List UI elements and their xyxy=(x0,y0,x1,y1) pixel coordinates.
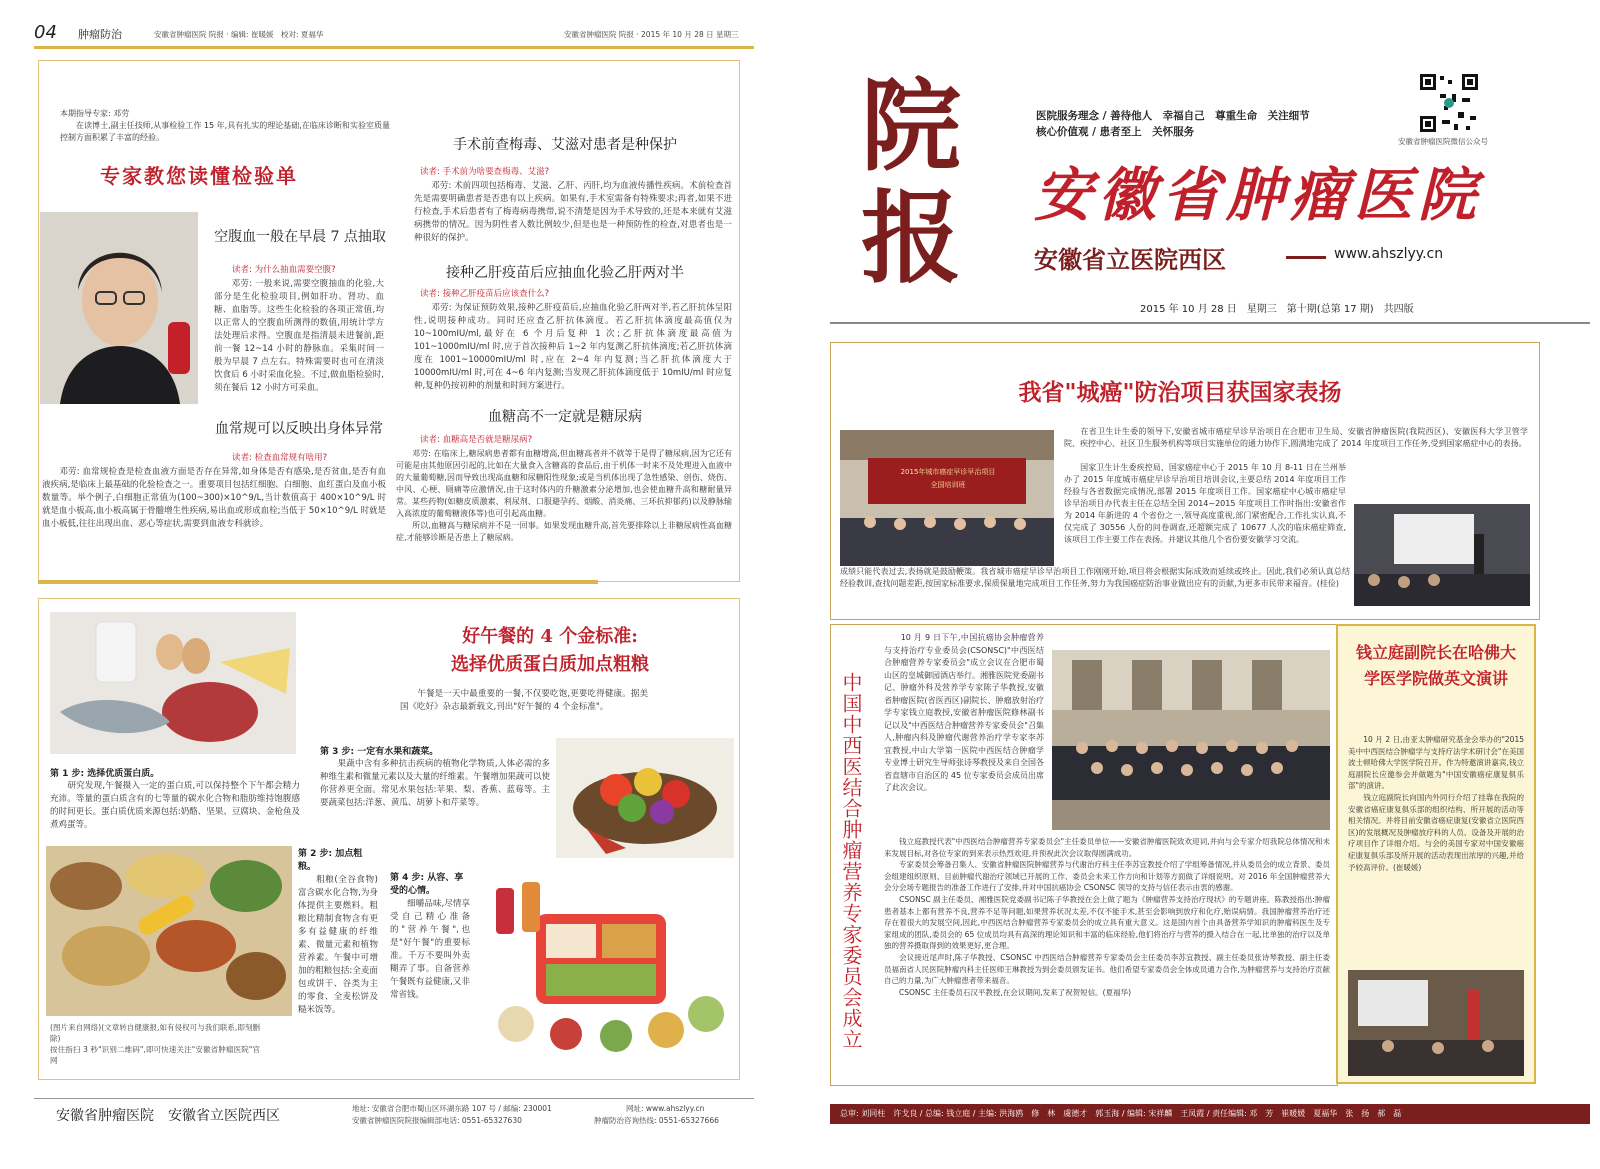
qr-svg xyxy=(1418,72,1480,134)
food-photo-lunch xyxy=(476,874,732,1062)
grains-svg xyxy=(46,846,292,1016)
conference-photo xyxy=(840,430,1054,566)
hospital-sub: 安徽省立医院西区 xyxy=(1034,246,1226,274)
step2-text: 粗粮(全谷食物)富含碳水化合物,为身体提供主要燃料。粗粮比精制食物含有更多有益健康的纤维素、微量元素和植物营养素。午餐中可增加的粗粮包括:全麦面包或饼干、谷类为主的零食、全麦松饼及糙米饭等。 xyxy=(298,875,378,1015)
s2-answer: 邓劳: 血常规检查是检查血液方面是否存在异常,如身体是否有感染,是否贫血,是否有血液疾病,是临床上最基础的化验检查之一。重要项目包括红细胞、白细胞、血红蛋白及血小板数量等。举个例子,白细胞正常值为(100~300)×10^9/L,当计数值高于 400×10^9/L 时就是血小板高,血小板高属于骨髓增生性疾病,易出血或形成血栓;当低于 50×10^9/L 时就是血小板低,往往出现出血、恶心等症状,需要到血液专科就诊。 xyxy=(42,467,386,529)
header-date: 安徽省肿瘤医院 院报 · 2015 年 10 月 28 日 星期三 xyxy=(564,30,739,39)
s1-answer: 邓劳: 一般来说,需要空腹抽血的化验,大部分是生化检验项目,例如肝功、肾功、血糖、血脂等。这些生化检验的各项正常值,均以正常人的空腹血所测得的数值,用统计学方法处理后求得。空腹血是指清晨未进餐前,距前一餐 12~14 小时的静脉血。采集时间一般为早晨 7 点左右。特殊需要时也可在清淡饮食后 6 小时采血化验。不过,做血脂检验时,须在餐后 12 小时方可采血。 xyxy=(214,279,384,393)
article2-title-1: 好午餐的 4 个金标准: xyxy=(462,626,638,647)
step4-title: 第 4 步: 从容、享受的心情。 xyxy=(390,873,464,896)
news1-p1: 在省卫生计生委的领导下,安徽省城市癌症早诊早治项目在合肥市卫生局、安徽省肿瘤医院(我院西区)、安徽医科大学卫管学院、疾控中心、社区卫生服务机构等项目实施单位的通力协作下,圆满地完成了 2014 年度项目工作任务,受到国家癌症中心的表扬。 xyxy=(1064,427,1528,448)
expert-photo-svg xyxy=(40,212,198,404)
vertical-title-text: 中国中西医结合肿瘤营养专家委员会成立 xyxy=(839,672,863,1050)
news2-p2: 钱立庭教授代表"中西医结合肿瘤营养专家委员会"主任委员单位——安徽省肿瘤医院致欢迎词,并向与会专家介绍我院总体情况和未来发展目标,对各位专家的到来表示热烈欢迎,并预祝此次会议取得圆满成功。 专家委员会筹备召集人、安徽省肿瘤医院肿瘤营养与代谢治疗科主任李苏宜教授介绍了学组筹备情况,并从委员会的成立背景、委员会组建组织原则、目前肿瘤代谢治疗领域已开展的工作、委员会未来工作方向和计划等方面做了详细说明。对 2016 年全国肿瘤营养大会分会场专题报告的准备工作进行了安排,并对中国抗癌协会 CSONSC 领导的支持与信任表示由衷的感谢。 CSONSC 副主任委员、湘雅医院党委副书记陈子华教授在会上做了题为《肿瘤营养支持治疗现状》的专题讲座。陈教授指出:肿瘤患者基本上都有营养不良,营养不足等问题,如果营养状况太差,不仅不能手术,甚至会影响到放疗和化疗,贻误病情。我国肿瘤营养治疗还存在着很大的发展空间,因此,中西医结合肿瘤营养专家委员会的成立具有重大意义。这是国内首个由具备营养学知识的肿瘤科医生及专家组成的团队,委员会的 65 位成员均具有高深的理论知识和丰富的临床经验,他们将治疗与营养的摄入结合在一起,比单独的治疗以及单独的营养摄取得到的效果更好,更合理。 会议接近尾声时,陈子华教授、CSONSC 中西医结合肿瘤营养专家委员会主任委员李苏宜教授、副主任委员张诗琴教授、副主任委员福南省人民医院肿瘤内科主任医师王琳教授为到会委员颁发证书。他们希望专家委员会全体成员通力合作,为肿瘤营养与支持治疗贡献自己的力量,为广大肿瘤患者带来福音。 CSONSC 主任委员石汉平教授,在会议期间,发来了祝贺短信。(夏福华) xyxy=(884,837,1330,997)
food-photo-protein xyxy=(50,612,296,754)
website-rule xyxy=(1286,256,1326,259)
s3-title: 手术前查梅毒、艾滋对患者是种保护 xyxy=(453,137,677,153)
step1-title: 第 1 步: 选择优质蛋白质。 xyxy=(50,769,160,779)
protein-food-svg xyxy=(50,612,296,754)
left-header xyxy=(34,20,754,49)
news1-p2: 国家卫生计生委疾控局、国家癌症中心于 2015 年 10 月 8-11 日在兰州举办了 2015 年度城市癌症早诊早治项目培训会议,主要总结 2014 年度项目工作经验与各省数据完成情况,部署 2015 年度项目工作。国家癌症中心城市癌症早诊早治项目办代表主任在总结全国 2014~2015 年度项目工作时指出:安徽省作为 2014 年新进的 4 个省份之一,领导高度重视,部门紧密配合,工作扎实认真,不仅完成了 30556 人份的问卷调查,还超额完成了 10677 人次的临床癌症筛查,该项目工作主要工作在表扬。并建议其他几个省份要安徽学习交流。 xyxy=(1064,463,1346,544)
step2-title: 第 2 步: 加点粗粮。 xyxy=(298,849,363,872)
section-divider xyxy=(38,580,598,584)
page-number: 04 xyxy=(34,22,57,43)
harvard-photo xyxy=(1348,970,1524,1076)
issue-info: 2015 年 10 月 28 日 星期三 第十期(总第 17 期) 共四版 xyxy=(1140,304,1414,315)
step3-title: 第 3 步: 一定有水果和蔬菜。 xyxy=(320,747,439,757)
group-photo-svg xyxy=(1052,650,1330,830)
qr-caption: 安徽省肿瘤医院微信公众号 xyxy=(1398,137,1488,146)
header-info: 安徽省肿瘤医院 院报 · 编辑: 崔暖媛 校对: 夏福华 xyxy=(154,30,324,39)
s4-answer: 邓劳: 为保证预防效果,接种乙肝疫苗后,应抽血化验乙肝两对半,若乙肝抗体呈阳性,说明接种成功。同时还应查乙肝抗体滴度。若乙肝抗体滴度最高值仅为 10~100mIU/ml,最好在 6 个月后复种 1 次;乙肝抗体滴度最高值为 101~1000mIU/ml 时,应于首次接种后 1~2 年内复测乙肝抗体滴度;若乙肝抗体滴度在 1001~10000mIU/ml 时,应在 2~4 年内复测;当乙肝抗体滴度大于 10000mIU/ml 时,可在 4~6 年内复测;当发现乙肝抗体滴度低于 10mIU/ml 时应复种,复种仍按初种的剂量和时间方案进行。 xyxy=(414,303,732,391)
footer-hotline: 肿瘤防治咨询热线: 0551-65327666 xyxy=(594,1116,719,1125)
conference-svg xyxy=(840,430,1054,566)
footer-web: 网址: www.ahszlyy.cn xyxy=(626,1104,705,1113)
website[interactable]: www.ahszlyy.cn xyxy=(1334,246,1444,262)
s5-answer: 邓劳: 在临床上,糖尿病患者都有血糖增高,但血糖高者并不就等于是得了糖尿病,因为它还有可能是由其他原因引起的,比如在大量食入含糖高的食品后,由于机体一时来不及处理进入血液中的大量葡萄糖,因而导致出现高血糖和尿糖阳性现象;或是当机体出现了急性感染、创伤、烧伤、中风、心梗、厕痛等应激情况,由于这时体内的升糖激素分泌增加,也会使血糖升高和糖耐量异常。某些药物(如糖皮质激素、利尿剂、口服避孕药、烟酸、消炎痛、三环抗抑郁药)以及静脉输入高浓度的葡萄糖液体等)也可引起高血糖。 所以,血糖高与糖尿病并不是一回事。如果发现血糖升高,首先要排除以上非糖尿病性高血糖症,才能够诊断是否患上了糖尿病。 xyxy=(396,449,732,542)
expert-photo xyxy=(40,212,198,404)
step3-text: 果蔬中含有多种抗击疾病的植物化学物质,人体必需的多种维生素和微量元素以及大量的纤维素。午餐增加果蔬可以使你营养更全面。常见水果包括:苹果、梨、香蕉、蓝莓等。主要蔬菜包括:洋葱、黄瓜、胡萝卜和芹菜等。 xyxy=(320,759,550,808)
section-name: 肿瘤防治 xyxy=(78,28,122,41)
left-footer xyxy=(34,1098,754,1129)
sidebar-text: 10 月 2 日,由亚太肿瘤研究基金会举办的"2015 美中中西医结合肿瘤学与支持疗法学术研讨会"在美国波士顿哈佛大学医学院召开。作为特邀演讲嘉宾,钱立庭副院长应邀参会并做题为"中国安徽癌症康复俱乐部"的演讲。 钱立庭副院长向国内外同行介绍了挂靠在我院的安徽省癌症康复俱乐部的组织结构、所开展的活动等相关情况。并将目前安徽省癌症康复(安徽省立医院西区)的发展概况及肿瘤放疗科的人员、设备及开展的治疗项目作了详细介绍。与会的美国专家对中国安徽癌症康复俱乐部及所开展的活动表现出浓厚的兴趣,并给予较高评价。(崔暖媛) xyxy=(1348,735,1524,872)
article2-title-2: 选择优质蛋白质加点粗粮 xyxy=(451,654,649,675)
food-photo-grains xyxy=(46,846,292,1016)
news2-p1: 10 月 9 日下午,中国抗癌协会肿瘤营养与支持治疗专业委员会(CSONSC)"中西医结合肿瘤营养专家委员会"成立会议在合肥市蜀山区的皇城御园酒店举行。湘雅医院党委副书记、肿瘤外科及营养学专家陈子华教授,安徽省肿瘤医院(省医西区)副院长、肿瘤放射治疗学专家钱立庭教授,安徽省肿瘤医院修林副书记以及"中西医结合肿瘤营养专家委员会"召集人,肿瘤内科及肿瘤代谢营养治疗学专家李苏宜教授,中山大学第一医院中西医结合肿瘤学专业博士研究生导师张诗琴教授及来自全国各省直辖市自治区的 45 位专家委员会成员出席了此次会议。 xyxy=(884,633,1044,792)
s5-title: 血糖高不一定就是糖尿病 xyxy=(488,409,642,425)
slogan-line1: 医院服务理念 / 善待他人 幸福自己 尊重生命 关注细节 xyxy=(1036,110,1310,122)
banner-text: 2015年城市癌症早诊早治项目 全国培训班 xyxy=(900,468,996,489)
lunch-svg xyxy=(476,874,732,1062)
footer-phone: 安徽省肿瘤医院院报编辑部电话: 0551-65327630 xyxy=(352,1116,522,1125)
vegetables-svg xyxy=(556,738,734,858)
s2-question: 读者: 检查血常规有啥用? xyxy=(232,453,328,463)
hospital-name: 安徽省肿瘤医院 xyxy=(1034,161,1483,229)
sidebar-title: 钱立庭副院长在哈佛大学医学院做英文演讲 xyxy=(1355,643,1516,688)
s1-question: 读者: 为什么抽血需要空腹? xyxy=(232,265,336,275)
harvard-svg xyxy=(1348,970,1524,1076)
s1-title: 空腹血一般在早晨 7 点抽取 xyxy=(214,229,386,245)
qr-code-icon[interactable] xyxy=(1418,72,1480,134)
credits: 总审: 刘同柱 许戈良 / 总编: 钱立庭 / 主编: 洪海鸥 修 林 虞德才 郭玉海 / 编辑: 宋祥麟 王凤霞 / 责任编辑: 邓 芳 崔暖媛 夏福华 张 扬 郝 磊 xyxy=(840,1109,1402,1118)
s3-answer: 邓劳: 术前四项包括梅毒、艾滋、乙肝、丙肝,均为血液传播性疾病。术前检查首先是需要明确患者是否患有以上疾病。如果有,手术室需备有特殊要求;再者,如果不进行检查,手术后患者有了梅毒病毒携带,说不清楚是因为手术导致的,还是本来就有艾滋病携带的情况。因为阴性者入数比例较少,但是也是一种预防性的检查,对患者也是一种很好的保护。 xyxy=(414,181,732,243)
left-page xyxy=(0,0,790,1169)
lecture-photo xyxy=(1354,504,1530,606)
s5-question: 读者: 血糖高是否就是糖尿病? xyxy=(420,435,533,445)
food-photo-vegetables xyxy=(556,738,734,858)
article1-title: 专家教您读懂检验单 xyxy=(100,164,298,188)
slogan-line2: 核心价值观 / 患者至上 关怀服务 xyxy=(1036,126,1195,138)
masthead-text: 院报 xyxy=(861,67,961,297)
masthead-big xyxy=(856,67,986,310)
right-page xyxy=(820,0,1600,1169)
footer-name: 安徽省肿瘤医院 安徽省立医院西区 xyxy=(56,1108,280,1124)
vertical-title xyxy=(838,672,874,1072)
s3-question: 读者: 手术前为啥要查梅毒、艾滋? xyxy=(420,167,550,177)
group-photo xyxy=(1052,650,1330,830)
step1-text: 研究发现,午餐摄入一定的蛋白质,可以保持整个下午都会精力充沛。等量的蛋白质含有的七等量的碳水化合物和脂肪维持饱腹感的时间更长。蛋白质优质来源包括:奶酪、坚果、豆腐块、金枪鱼及煮鸡蛋等。 xyxy=(50,781,300,830)
step4-text: 细嚼品味,尽情享受自己精心准备的"营养午餐",也是"好午餐"的重要标准。千万不要叫外卖糊弄了事。自备营养午餐既有益健康,又非常省钱。 xyxy=(390,899,470,1000)
footer-address: 地址: 安徽省合肥市蜀山区环湖东路 107 号 / 邮编: 230001 xyxy=(352,1104,552,1113)
s2-title: 血常规可以反映出身体异常 xyxy=(215,421,383,437)
s4-title: 接种乙肝疫苗后应抽血化验乙肝两对半 xyxy=(446,265,684,281)
lecture-svg xyxy=(1354,504,1530,606)
expert-intro: 本期指导专家: 邓劳 在读博士,副主任技师,从事检验工作 15 年,具有扎实的理论基础,在临床诊断和实验室质量控制方面积累了丰富的经验。 xyxy=(60,109,390,142)
source-note: (图片来自网络)(文章转自健康报,如有侵权可与我们联系,即刻删除) 按住指扫 3 秒"识别二维码",即可快速关注"安徽省肿瘤医院"官网 xyxy=(50,1023,260,1065)
masthead-divider xyxy=(830,322,1590,324)
article2-intro: 午餐是一天中最重要的一餐,不仅要吃饱,更要吃得健康。据美国《吃好》杂志最新载文,刊出"好午餐的 4 个金标准"。 xyxy=(400,689,648,712)
news1-p3: 成绩只能代表过去,表扬就是鼓励鞭策。我省城市癌症早诊早治项目工作刚刚开始,项目将会根据实际成效而延续或终止。因此,我们必须认真总结经验教训,查找问题差距,按国家标准要求,保质保量地完成项目工作任务,努力为我国癌症防治事业做出应有的贡献,为更多市民带来福音。(桂俭) xyxy=(840,567,1350,588)
s4-question: 读者: 接种乙肝疫苗后应该查什么? xyxy=(420,289,550,299)
headline: 我省"城癌"防治项目获国家表扬 xyxy=(1018,380,1342,406)
